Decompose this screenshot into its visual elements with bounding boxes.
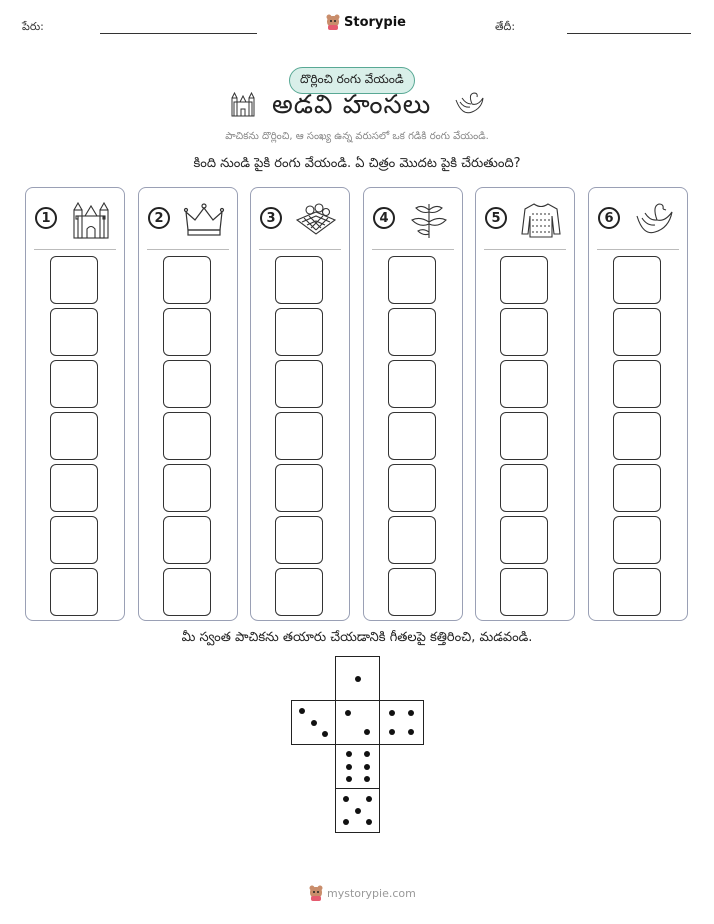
date-label: తేదీ:: [495, 20, 516, 33]
column-2: [138, 187, 238, 621]
color-box[interactable]: [275, 464, 323, 512]
color-box[interactable]: [613, 308, 661, 356]
bear-mascot-icon: [326, 14, 340, 30]
dice-pip: [346, 764, 352, 770]
basket-icon: [295, 200, 337, 240]
color-box[interactable]: [275, 360, 323, 408]
color-box[interactable]: [163, 308, 211, 356]
color-box[interactable]: [275, 516, 323, 564]
color-box[interactable]: [500, 464, 548, 512]
date-line[interactable]: [567, 33, 691, 34]
dice-pip: [346, 776, 352, 782]
nettle-plant-icon: [408, 200, 450, 240]
color-box[interactable]: [500, 568, 548, 616]
dice-pip: [366, 796, 372, 802]
dice-face-3: [291, 700, 336, 745]
footer: [309, 885, 416, 901]
color-box[interactable]: [50, 256, 98, 304]
instruction: కింది నుండి పైకి రంగు వేయండి. ఏ చిత్రం మొదట పైకి చేరుతుంది?: [193, 156, 521, 171]
color-box[interactable]: [275, 256, 323, 304]
color-box[interactable]: [50, 464, 98, 512]
color-box[interactable]: [163, 464, 211, 512]
color-box[interactable]: [50, 412, 98, 460]
color-box[interactable]: [275, 412, 323, 460]
color-box[interactable]: [500, 256, 548, 304]
dice-instruction: మీ స్వంత పాచికను తయారు చేయడానికి గీతలపై కత్తిరించి, మడవండి.: [181, 630, 533, 645]
dice-pip: [408, 729, 414, 735]
dice-pip: [311, 720, 317, 726]
column-divider: [484, 249, 566, 250]
column-number: 1: [35, 207, 57, 229]
color-box[interactable]: [613, 516, 661, 564]
sweater-icon: [520, 200, 562, 240]
name-label: పేరు:: [22, 20, 44, 33]
column-1: [25, 187, 125, 621]
dice-pip: [364, 729, 370, 735]
color-box[interactable]: [163, 412, 211, 460]
column-6: [588, 187, 688, 621]
crown-icon: [183, 200, 225, 240]
color-box[interactable]: [500, 308, 548, 356]
name-line[interactable]: [100, 33, 257, 34]
color-box[interactable]: [613, 360, 661, 408]
color-box[interactable]: [163, 256, 211, 304]
dice-pip: [346, 751, 352, 757]
dice-face-2: [335, 700, 380, 745]
dice-face-6: [335, 744, 380, 789]
dice-pip: [366, 819, 372, 825]
color-box[interactable]: [50, 308, 98, 356]
subtitle: పాచికను దొర్లించి, ఆ సంఖ్య ఉన్న వరుసలో ఒక గడికి రంగు వేయండి.: [225, 131, 489, 142]
dice-pip: [299, 708, 305, 714]
color-box[interactable]: [388, 464, 436, 512]
column-divider: [597, 249, 679, 250]
column-number: 6: [598, 207, 620, 229]
brand-name: Storypie: [344, 14, 406, 30]
dice-pip: [345, 710, 351, 716]
column-number: 3: [260, 207, 282, 229]
swan-icon: [452, 90, 486, 120]
color-box[interactable]: [163, 516, 211, 564]
color-box[interactable]: [50, 360, 98, 408]
color-box[interactable]: [163, 360, 211, 408]
dice-pip: [343, 819, 349, 825]
column-divider: [372, 249, 454, 250]
castle-icon: [230, 92, 256, 118]
color-box[interactable]: [275, 568, 323, 616]
footer-url: mystorypie.com: [327, 886, 416, 900]
dice-pip: [364, 776, 370, 782]
color-box[interactable]: [500, 360, 548, 408]
color-box[interactable]: [388, 360, 436, 408]
column-divider: [34, 249, 116, 250]
dice-pip: [408, 710, 414, 716]
dice-pip: [389, 710, 395, 716]
column-divider: [259, 249, 341, 250]
swan-icon: [633, 200, 675, 240]
column-3: [250, 187, 350, 621]
page-title: అడవి హంసలు: [272, 90, 432, 120]
color-box[interactable]: [388, 308, 436, 356]
dice-pip: [355, 676, 361, 682]
color-box[interactable]: [275, 308, 323, 356]
dice-pip: [343, 796, 349, 802]
color-box[interactable]: [613, 412, 661, 460]
dice-face-4: [379, 700, 424, 745]
dice-face-5: [335, 788, 380, 833]
dice-pip: [355, 808, 361, 814]
dice-pip: [364, 751, 370, 757]
column-divider: [147, 249, 229, 250]
column-number: 2: [148, 207, 170, 229]
brand-logo: [326, 14, 406, 30]
color-box[interactable]: [388, 516, 436, 564]
dice-pip: [364, 764, 370, 770]
color-box[interactable]: [388, 256, 436, 304]
color-box[interactable]: [163, 568, 211, 616]
color-box[interactable]: [50, 568, 98, 616]
color-box[interactable]: [388, 568, 436, 616]
color-box[interactable]: [500, 516, 548, 564]
dice-pip: [389, 729, 395, 735]
color-box[interactable]: [613, 256, 661, 304]
color-box[interactable]: [613, 464, 661, 512]
dice-face-1: [335, 656, 380, 701]
castle-icon: [70, 200, 112, 240]
column-number: 5: [485, 207, 507, 229]
color-box[interactable]: [50, 516, 98, 564]
color-box[interactable]: [388, 412, 436, 460]
dice-pip: [322, 731, 328, 737]
color-box[interactable]: [613, 568, 661, 616]
bear-mascot-icon: [309, 885, 323, 901]
column-number: 4: [373, 207, 395, 229]
color-box[interactable]: [500, 412, 548, 460]
column-4: [363, 187, 463, 621]
activity-badge: దొర్లించి రంగు వేయండి: [289, 67, 415, 94]
column-5: [475, 187, 575, 621]
